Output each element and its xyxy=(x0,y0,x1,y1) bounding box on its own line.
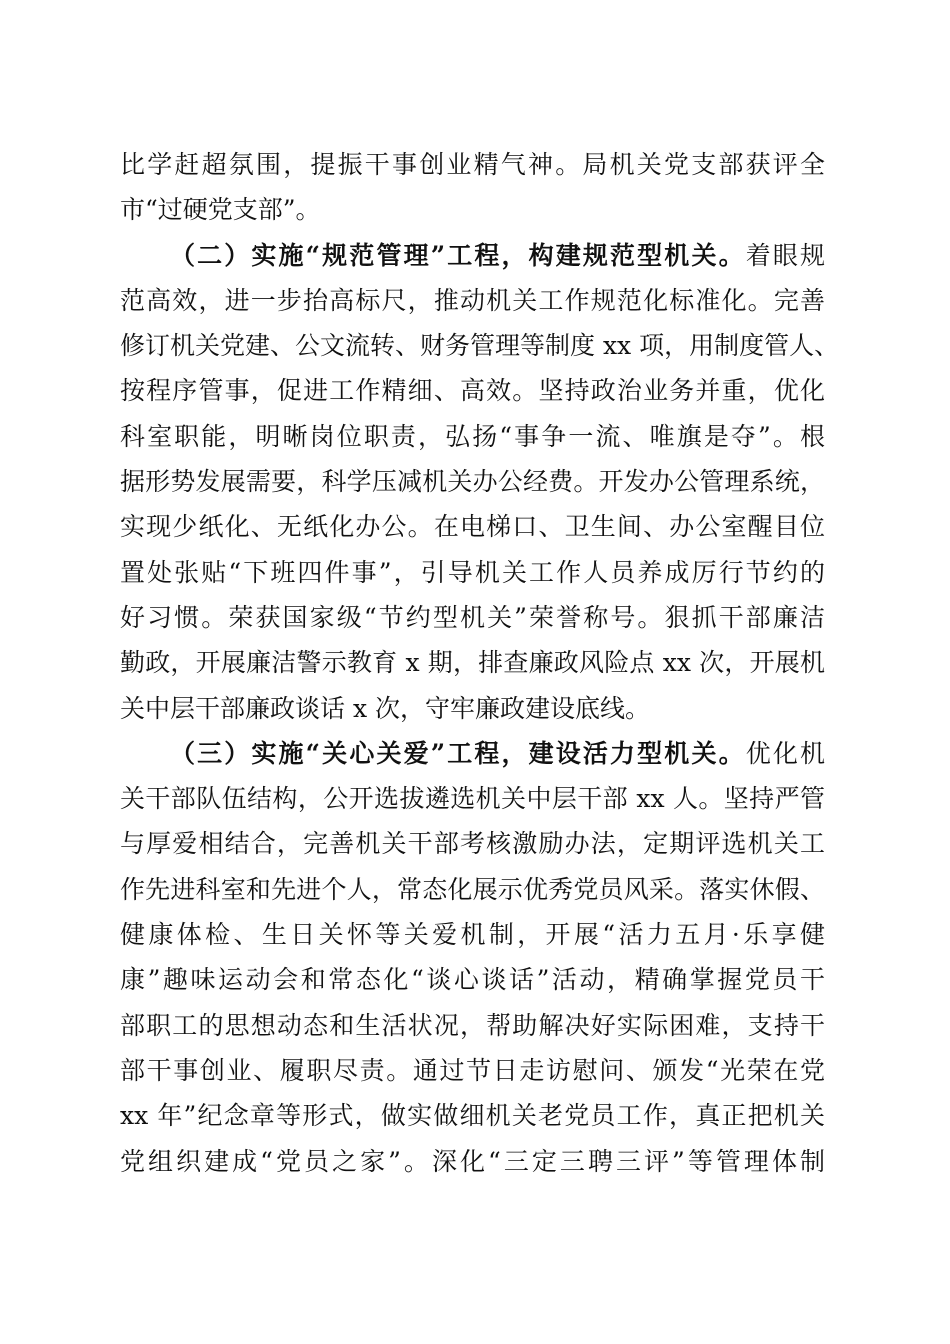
text-line: 置处张贴“下班四件事”，引导机关工作人员养成厉行节约的 xyxy=(120,557,825,587)
text-line: 部职工的思想动态和生活状况，帮助解决好实际困难，支持干 xyxy=(120,1010,825,1040)
text-line: 按程序管事，促进工作精细、高效。坚持政治业务并重，优化 xyxy=(120,376,825,406)
text-line: xx 年”纪念章等形式，做实做细机关老党员工作，真正把机关 xyxy=(120,1101,825,1131)
text-line xyxy=(120,731,825,776)
text-line: 比学赶超氛围，提振干事创业精气神。局机关党支部获评全 xyxy=(120,150,825,179)
text-line: 实现少纸化、无纸化办公。在电梯口、卫生间、办公室醒目位 xyxy=(120,512,825,542)
text-line: 康”趣味运动会和常态化“谈心谈话”活动，精确掌握党员干 xyxy=(120,965,825,995)
paragraph-2 xyxy=(120,233,840,731)
document-body xyxy=(120,142,840,1184)
section-heading: （三）实施“关心关爱”工程，建设活力型机关。 xyxy=(170,738,746,768)
text-line: 科室职能，明晰岗位职责，弘扬“事争一流、唯旗是夺”。根 xyxy=(120,421,825,451)
text-line: 作先进科室和先进个人，常态化展示优秀党员风采。落实休假、 xyxy=(120,874,825,904)
text-line: 部干事创业、履职尽责。通过节日走访慰问、颁发“光荣在党 xyxy=(120,1055,825,1085)
text-line xyxy=(120,233,825,278)
text-line: 健康体检、生日关怀等关爱机制，开展“活力五月·乐享健 xyxy=(120,920,825,950)
text-line: 与厚爱相结合，完善机关干部考核激励办法，定期评选机关工 xyxy=(120,829,825,859)
text-span: 着眼规 xyxy=(745,240,825,270)
text-line: 党组织建成“党员之家”。深化“三定三聘三评”等管理体制 xyxy=(120,1146,825,1176)
paragraph-3 xyxy=(120,731,825,1184)
paragraph-1 xyxy=(120,142,825,233)
text-line: 范高效，进一步抬高标尺，推动机关工作规范化标准化。完善 xyxy=(120,285,825,315)
text-line: 市“过硬党支部”。 xyxy=(120,195,321,225)
text-line: 修订机关党建、公文流转、财务管理等制度 xx 项，用制度管人、 xyxy=(120,331,840,361)
text-line: 好习惯。荣获国家级“节约型机关”荣誉称号。狠抓干部廉洁 xyxy=(120,602,825,632)
text-line: 据形势发展需要，科学压减机关办公经费。开发办公管理系统， xyxy=(120,467,825,497)
text-line: 勤政，开展廉洁警示教育 x 期，排查廉政风险点 xx 次，开展机 xyxy=(120,648,825,678)
text-span: 优化机 xyxy=(745,738,825,768)
section-heading: （二）实施“规范管理”工程，构建规范型机关。 xyxy=(170,240,746,270)
text-line: 关干部队伍结构，公开选拔遴选机关中层干部 xx 人。坚持严管 xyxy=(120,784,825,814)
text-line: 关中层干部廉政谈话 x 次，守牢廉政建设底线。 xyxy=(120,693,650,723)
